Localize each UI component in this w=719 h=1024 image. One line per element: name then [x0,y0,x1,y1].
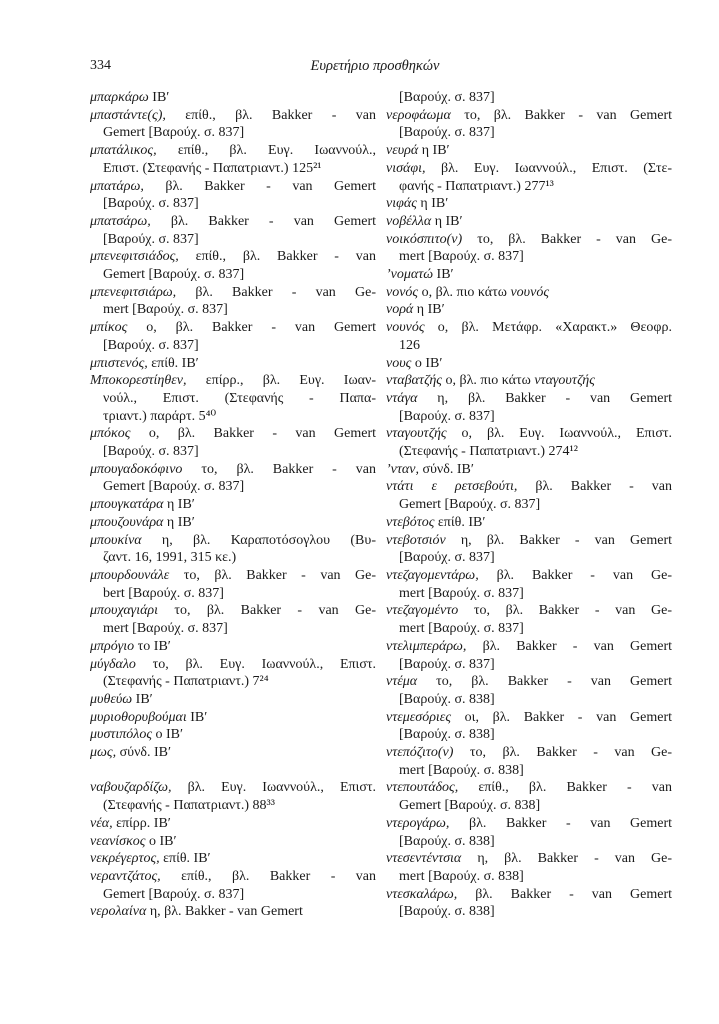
entry-headword: νοικόσπιτο(ν) [386,231,463,247]
entry-headword: μως, [90,745,117,761]
entry-headword: μπουρδουνάλε [90,567,170,583]
index-entry [90,903,376,921]
entry-text: ο ΙΒ′ [149,833,177,849]
entry-first-line [386,514,672,532]
entry-first-line [386,779,672,797]
index-entry [90,567,376,602]
index-entry [386,514,672,532]
entry-first-line [90,691,376,709]
entry-headword: μυθεύω [90,691,133,707]
entry-text: ο, βλ. πιο κάτω [421,284,507,300]
entry-text: σύνδ. ΙΒ′ [422,461,474,477]
entry-headword: νονός [386,284,419,300]
index-entry [386,372,672,390]
entry-headword: νισάφι, [386,160,426,176]
index-entry [90,532,376,567]
entry-first-line [386,532,672,550]
entry-continuation-line: mert [Βαρούχ. σ. 838] [399,762,524,778]
index-entry [90,89,376,107]
entry-text: το, βλ. Bakker - van Gemert [464,107,673,123]
index-entry [90,833,376,851]
entry-first-line [386,266,672,284]
entry-headword: ’νοματώ [386,267,434,283]
entry-first-line [386,744,672,762]
entry-first-line [90,726,376,744]
entry-headword: ντεπόζιτο(ν) [386,745,454,761]
index-entry [90,514,376,532]
entry-first-line [90,744,376,762]
entry-first-line [386,425,672,443]
entry-text: ο ΙΒ′ [155,727,184,743]
entry-text: επίθ., βλ. Bakker - van [195,249,377,265]
entry-headword: ντεζαγομεντάρω, [386,567,479,583]
entry-headword: μύγδαλο [90,656,136,672]
entry-first-line [90,532,376,550]
entry-text: επίθ. ΙΒ′ [163,851,211,867]
entry-headword: ντάγα [386,390,418,406]
right-column [386,89,672,921]
page-number: 334 [90,58,111,73]
entry-first-line [90,779,376,797]
entry-headword: νεραντζάτος, [90,868,161,884]
entry-headword: νέα, [90,815,113,831]
entry-first-line [386,319,672,337]
entry-headword: νεανίσκος [90,833,146,849]
entry-first-line [90,284,376,302]
entry-first-line [90,496,376,514]
index-entry [386,266,672,284]
index-entry [386,673,672,708]
index-entry [90,744,376,762]
entry-headword: μπιστενός, [90,355,148,371]
entry-headword: μπουγκατάρα [90,497,164,513]
entry-headword: μπατάρω, [90,178,144,194]
index-entry [90,868,376,903]
index-entry [90,709,376,727]
index-entry [386,815,672,850]
entry-continuation-line: Gemert [Βαρούχ. σ. 837] [103,886,245,902]
entry-headword: μπρόγιο [90,638,135,654]
index-entry [90,284,376,319]
index-entry [386,284,672,302]
index-entry [386,886,672,921]
entry-text: βλ. Bakker - van [535,479,672,495]
entry-text: σύνδ. ΙΒ′ [119,745,172,761]
index-entry [386,744,672,779]
entry-headword: μπατάλικος, [90,143,157,159]
entry-continuation-line: ζαντ. 16, 1991, 315 κε.) [103,550,237,566]
entry-first-line [90,372,376,390]
entry-first-line [90,142,376,160]
entry-text: βλ. Bakker - van Ge- [496,567,673,583]
index-entry [386,461,672,479]
entry-headword: νεροφάωμα [386,107,451,123]
entry-headword: νουνός [386,320,425,336]
entry-first-line [90,248,376,266]
entry-text: βλ. Bakker - van Gemert [170,213,376,229]
entry-first-line [386,461,672,479]
entry-first-line [386,850,672,868]
entry-first-line [386,390,672,408]
entry-first-line [90,355,376,373]
entry-text: ο, βλ. Bakker - van Gemert [148,426,376,442]
entry-first-line [90,656,376,674]
entry-first-line [90,89,376,107]
entry-continuation-line: mert [Βαρούχ. σ. 838] [399,868,524,884]
index-entry [90,142,376,177]
index-entry [90,602,376,637]
entry-first-line [90,709,376,727]
entry-headword: νταβατζής [386,373,442,389]
entry-text: ΙΒ′ [135,691,153,707]
index-entry [90,425,376,460]
entry-text: η ΙΒ′ [421,143,450,159]
entry-continuation-line: Επιστ. (Στεφανής - Παπατριαντ.) 125²¹ [103,160,322,176]
entry-headword: μπενεφιτσιάδος, [90,249,179,265]
index-entry [386,319,672,354]
entry-headword: νους [386,355,412,371]
entry-text: επίθ., βλ. Bakker - van [478,780,672,796]
index-entry [386,160,672,195]
index-entry [90,319,376,354]
entry-headword: νεκρέγερτος, [90,851,160,867]
entry-text: η ΙΒ′ [420,196,449,212]
index-entry [90,461,376,496]
index-entry [386,89,672,107]
index-entry [90,213,376,248]
entry-first-line [386,213,672,231]
entry-first-line [90,178,376,196]
index-entry [386,213,672,231]
index-entry [90,779,376,814]
entry-text: ο ΙΒ′ [414,355,443,371]
entry-first-line [90,815,376,833]
entry-headword: μπουζουνάρα [90,514,164,530]
entry-first-line [386,709,672,727]
entry-first-line [386,160,672,178]
entry-text: βλ. Bakker - van Gemert [482,638,672,654]
index-entry [90,850,376,868]
index-entry [386,195,672,213]
entry-continuation-line: mert [Βαρούχ. σ. 837] [399,249,524,265]
entry-continuation-line: [Βαρούχ. σ. 838] [399,833,495,849]
entry-headword: νιφάς [386,196,417,212]
index-entry [90,726,376,744]
index-entry [386,638,672,673]
entry-first-line [90,213,376,231]
entry-first-line [90,107,376,125]
section-gap [90,762,376,780]
entry-text: επίθ. ΙΒ′ [151,355,199,371]
entry-cross-reference: νουνός [510,284,550,300]
entry-headword: ντεπουτάδος, [386,780,459,796]
entry-text: η ΙΒ′ [166,497,195,513]
entry-first-line [90,850,376,868]
entry-continuation-line: [Βαρούχ. σ. 837] [399,656,495,672]
index-entry [90,815,376,833]
entry-continuation-line: mert [Βαρούχ. σ. 837] [399,621,524,637]
entry-continuation-line: [Βαρούχ. σ. 838] [399,727,495,743]
entry-first-line [90,514,376,532]
entry-first-line [386,815,672,833]
entry-text: βλ. Bakker - van Gemert [165,178,377,194]
entry-continuation-line: mert [Βαρούχ. σ. 837] [399,585,524,601]
entry-first-line [386,231,672,249]
entry-text: το ΙΒ′ [137,638,171,654]
entry-text: επίρρ. ΙΒ′ [116,815,171,831]
entry-continuation-line: [Βαρούχ. σ. 837] [103,444,199,460]
entry-headword: ντάτι ε ρετσεβούτι, [386,479,518,495]
index-entry [386,532,672,567]
entry-text: επίθ., βλ. Bakker - van [185,107,376,123]
entry-text: ο, βλ. Bakker - van Gemert [146,320,377,336]
index-entry [90,178,376,213]
entry-first-line [90,461,376,479]
entry-headword: μπίκος [90,320,128,336]
entry-text: ο, βλ. Ευγ. Ιωαννούλ., Επιστ. [461,426,673,442]
index-entry [386,709,672,744]
index-entry [90,638,376,656]
index-entry [90,372,376,425]
entry-first-line [386,195,672,213]
entry-headword: μπαρκάρω [90,90,149,105]
entry-text: βλ. Bakker - van Gemert [469,815,672,831]
entry-first-line [386,673,672,691]
entry-headword: ντεσεντέντσια [386,851,462,867]
entry-text: η ΙΒ′ [416,302,445,318]
entry-headword: νευρά [386,143,419,159]
entry-first-line [90,868,376,886]
index-entry [386,779,672,814]
index-entry [90,107,376,142]
entry-first-line [90,638,376,656]
entry-headword: μπουχαγιάρι [90,603,159,619]
entry-text: βλ. Ευγ. Ιωαννούλ., Επιστ. (Στε- [441,160,672,176]
entry-first-line [90,833,376,851]
entry-first-line [90,425,376,443]
entry-text: η ΙΒ′ [166,514,195,530]
index-entry [90,248,376,283]
entry-first-line [386,372,672,390]
entry-continuation-line: [Βαρούχ. σ. 837] [399,125,495,141]
entry-continuation-line: τριαντ.) παράρτ. 5⁴⁰ [103,408,217,424]
entry-continuation-line: Gemert [Βαρούχ. σ. 837] [103,267,245,283]
entry-text: η ΙΒ′ [434,213,463,229]
entry-text: το, βλ. Bakker - van [201,461,377,477]
entry-headword: ντελιμπεράρω, [386,638,467,654]
entry-headword: νερολαίνα [90,904,147,920]
index-entry [386,478,672,513]
index-entry [90,355,376,373]
running-title: Ευρετήριο προσθηκών [310,58,440,74]
entry-first-line [386,142,672,160]
entry-headword: Μποκορεστίηθεν, [90,373,187,389]
index-entry [386,301,672,319]
entry-headword: νοβέλλα [386,213,432,229]
entry-text: το, βλ. Bakker - van Ge- [183,567,376,583]
index-entry [386,567,672,602]
entry-continuation-line: mert [Βαρούχ. σ. 837] [103,302,228,318]
entry-headword: μυστιπόλος [90,727,153,743]
entry-continuation-line: bert [Βαρούχ. σ. 837] [103,585,224,601]
index-entry [386,142,672,160]
entry-continuation-line: (Στεφανής - Παπατριαντ.) 88³³ [103,798,275,814]
entry-headword: ντεσκαλάρω, [386,886,458,902]
entry-headword: ντεβοτσιόν [386,532,446,548]
entry-text: η, βλ. Bakker - van Gemert [149,904,303,920]
entry-headword: μπενεφιτσιάρω, [90,284,177,300]
entry-continuation-line: Gemert [Βαρούχ. σ. 837] [103,479,245,495]
entry-continuation-line: mert [Βαρούχ. σ. 837] [103,621,228,637]
entry-first-line [90,567,376,585]
entry-headword: μπατσάρω, [90,213,151,229]
entry-text: η, βλ. Bakker - van Gemert [460,532,672,548]
index-entry [386,425,672,460]
entry-headword: ντεμεσόριες [386,709,451,725]
entry-first-line [90,903,376,921]
entry-first-line [90,319,376,337]
entry-text: η, βλ. Bakker - van Gemert [437,390,673,406]
entry-continuation-line: (Στεφανής - Παπατριαντ.) 274¹² [399,444,578,460]
entry-text: επίθ., βλ. Ευγ. Ιωαννούλ., [177,143,377,159]
entry-text: επίθ. ΙΒ′ [437,514,486,530]
index-entry [386,107,672,142]
entry-first-line [386,284,672,302]
entry-text: ο, βλ. Μετάφρ. «Χαρακτ.» Θεοφρ. [437,320,672,336]
entry-headword: ντερογάρω, [386,815,450,831]
entry-headword: νταγουτζής [386,426,447,442]
entry-continuation-line: [Βαρούχ. σ. 837] [103,231,199,247]
entry-first-line [386,301,672,319]
index-entry [386,850,672,885]
entry-headword: ντεβότος [386,514,435,530]
entry-continuation-line: [Βαρούχ. σ. 837] [399,408,495,424]
entry-continuation-line: (Στεφανής - Παπατριαντ.) 7²⁴ [103,674,269,690]
index-entry [386,231,672,266]
entry-text: το, βλ. Ευγ. Ιωαννούλ., Επιστ. [152,656,376,672]
entry-text: το, βλ. Bakker - van Ge- [469,745,673,761]
entry-continuation-line: Gemert [Βαρούχ. σ. 837] [399,497,541,513]
entry-headword: μπουκίνα [90,532,142,548]
entry-headword: νορά [386,302,414,318]
entry-text: επίρρ., βλ. Ευγ. Ιωαν- [205,373,376,389]
entry-text: το, βλ. Bakker - van Ge- [473,603,673,619]
index-entry [386,355,672,373]
entry-continuation-line: Gemert [Βαρούχ. σ. 838] [399,798,541,814]
entry-text: βλ. Ευγ. Ιωαννούλ., Επιστ. [187,780,377,796]
entry-continuation-line: φανής - Παπατριαντ.) 277¹³ [399,178,554,194]
entry-continuation-line: [Βαρούχ. σ. 837] [103,337,199,353]
entry-text: βλ. Bakker - van Gemert [475,886,672,902]
entry-headword: μυριοθορυβούμαι [90,709,187,725]
entry-first-line [386,886,672,904]
entry-first-line [386,478,672,496]
entry-text: οι, βλ. Bakker - van Gemert [464,709,672,725]
entry-first-line [386,602,672,620]
index-entry [90,656,376,691]
left-column [90,89,376,921]
entry-first-line [386,107,672,125]
entry-headword: μπουγαδοκόφινο [90,461,183,477]
entry-text: επίθ., βλ. Bakker - van [181,868,377,884]
entry-first-line [386,355,672,373]
entry-text: η, βλ. Καραποτόσογλου (Βυ- [161,532,376,548]
entry-text: βλ. Bakker - van Ge- [195,284,377,300]
entry-text: η, βλ. Bakker - van Ge- [477,851,672,867]
entry-first-line [90,602,376,620]
entry-cross-reference: νταγουτζής [534,373,595,389]
entry-text: ΙΒ′ [436,267,454,283]
entry-continuation-line: Gemert [Βαρούχ. σ. 837] [103,125,245,141]
entry-headword: μπόκος [90,426,131,442]
entry-continuation-line: [Βαρούχ. σ. 837] [399,90,495,105]
entry-text: ΙΒ′ [190,709,208,725]
entry-headword: ναβουζαρδίζω, [90,780,172,796]
entry-continuation-line: νούλ., Επιστ. (Στεφανής - Παπα- [103,390,376,406]
entry-text: το, βλ. Bakker - van Ge- [174,603,377,619]
entry-continuation-line: [Βαρούχ. σ. 838] [399,691,495,707]
index-entry [386,602,672,637]
entry-continuation-line: [Βαρούχ. σ. 837] [399,550,495,566]
entry-text: ο, βλ. πιο κάτω [445,373,531,389]
index-entry [386,390,672,425]
index-entry [90,496,376,514]
entry-headword: ντέμα [386,674,418,690]
entry-text: το, βλ. Bakker - van Gemert [436,674,672,690]
entry-headword: μπαστάντε(ς), [90,107,166,123]
entry-continuation-line: [Βαρούχ. σ. 837] [103,196,199,212]
entry-first-line [386,638,672,656]
index-entry [90,691,376,709]
entry-continuation-line: [Βαρούχ. σ. 838] [399,904,495,920]
entry-continuation-line: 126 [399,337,420,353]
entry-text: ΙΒ′ [152,90,170,105]
entry-first-line [386,567,672,585]
entry-text: το, βλ. Bakker - van Ge- [477,231,673,247]
entry-headword: ντεζαγομέντο [386,603,459,619]
entry-headword: ’νταν, [386,461,419,477]
